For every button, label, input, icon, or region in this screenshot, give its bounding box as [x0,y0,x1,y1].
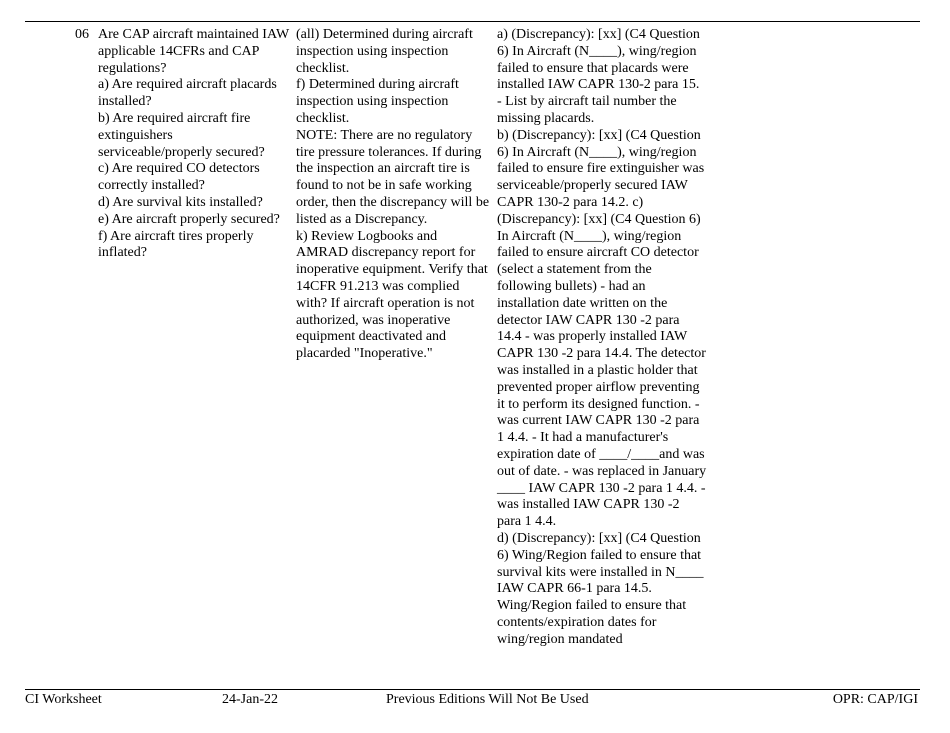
top-rule [25,21,920,22]
guidance-all: (all) Determined during aircraft inspection using inspection checklist. [296,27,473,76]
footer-notice: Previous Editions Will Not Be Used [386,692,589,707]
finding-d: d) (Discrepancy): [xx] (C4 Question 6) Wing/Region failed to ensure that survival kits were installed in N____ IAW CAPR 66-1 para 14.5. Wing/Region failed to ensure that contents/expiration dates for wing/region mandated [497,530,704,647]
question-number: 06 [75,27,89,42]
page-footer [0,692,950,710]
footer-form-name: CI Worksheet [25,692,102,707]
question-sub-e: e) Are aircraft properly secured? [98,211,280,227]
guidance-column [296,27,490,363]
footer-rule [25,689,920,690]
findings-column [497,27,707,648]
footer-opr: OPR: CAP/IGI [832,692,918,707]
guidance-note: NOTE: There are no regulatory tire pressure tolerances. If during the inspection an aircraft tire is found to not be in safe working order, then the discrepancy will be listed as a Discrepancy. [296,127,490,227]
question-sub-b: b) Are required aircraft fire extinguishers serviceable/properly secured? [98,110,265,160]
question-sub-d: d) Are survival kits installed? [98,194,263,210]
finding-a: a) (Discrepancy): [xx] (C4 Question 6) In Aircraft (N____), wing/region failed to ensure that placards were installed IAW CAPR 130-2 para 15. - List by aircraft tail number the missing placards. [497,27,700,126]
question-sub-f: f) Are aircraft tires properly inflated? [98,228,254,261]
guidance-k: k) Review Logbooks and AMRAD discrepancy report for inoperative equipment. Verify that 14CFR 91.213 was complied with? If aircraft operation is not authorized, was inoperative equipment deactivated and placarded "Inoperative." [296,228,488,362]
question-sub-c: c) Are required CO detectors correctly installed? [98,161,260,194]
finding-b-c: b) (Discrepancy): [xx] (C4 Question 6) In Aircraft (N____), wing/region failed to ensure fire extinguisher was serviceable/properly secured IAW CAPR 130-2 para 14.2. c) (Discrepancy): [xx] (C4 Question 6) In Aircraft (N____), wing/region failed to ensure aircraft CO detector (select a statement from the following bullets) - had an installation date written on the detector IAW CAPR 130 -2 para 14.4 - was properly installed IAW CAPR 130 -2 para 14.4. The detector was installed in a plastic holder that prevented proper airflow preventing it to perform its designed function. - was current IAW CAPR 130 -2 para 1 4.4. - It had a manufacturer's expiration date of ____/____and was out of date. - was replaced in January ____ IAW CAPR 130 -2 para 1 4.4. - was installed IAW CAPR 130 -2 para 1 4.4. [497,127,707,530]
footer-date: 24-Jan-22 [222,692,278,707]
question-main: Are CAP aircraft maintained IAW applicable 14CFRs and CAP regulations? [98,27,289,76]
question-text [98,27,290,262]
guidance-f: f) Determined during aircraft inspection using inspection checklist. [296,77,459,126]
question-sub-a: a) Are required aircraft placards installed? [98,77,277,110]
